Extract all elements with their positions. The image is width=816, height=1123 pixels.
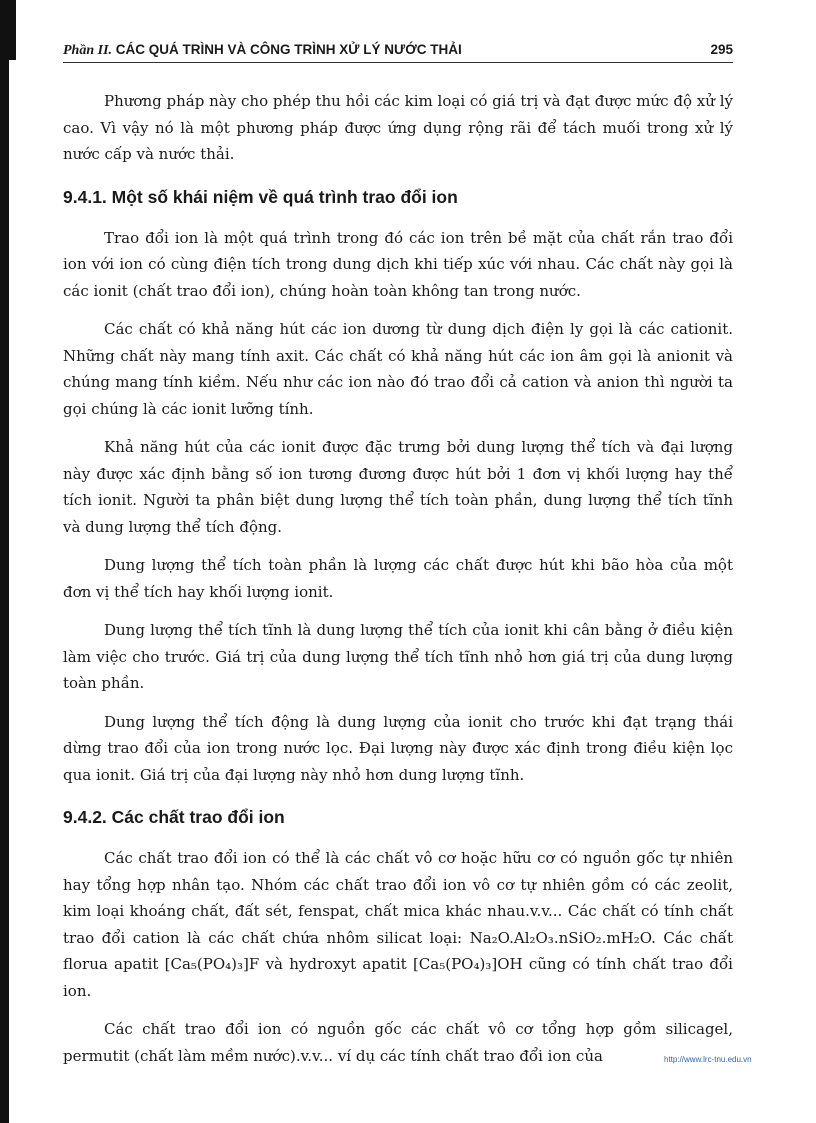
chemical-formula: [Ca₅(PO₄)₃]OH bbox=[412, 955, 523, 973]
paragraph: Dung lượng thể tích tĩnh là dung lượng thể tích của ionit khi cân bằng ở điều kiện làm việc cho trước. Giá trị của dung lượng thể tích tĩnh nhỏ hơn giá trị của dung lượng toàn phần. bbox=[63, 621, 733, 692]
section-heading-942: 9.4.2. Các chất trao đổi ion bbox=[63, 807, 285, 827]
page-body bbox=[63, 88, 733, 1081]
paragraph-with-formulas bbox=[63, 845, 733, 1004]
paragraph: Trao đổi ion là một quá trình trong đó các ion trên bề mặt của chất rắn trao đổi ion với ion có cùng điện tích trong dung dịch khi tiếp xúc với nhau. Các chất này gọi là các ionit (chất trao đổi ion), chúng hoàn toàn không tan trong nước. bbox=[63, 228, 733, 300]
part-label: Phần II. bbox=[63, 43, 113, 58]
page-number: 295 bbox=[710, 42, 733, 57]
chemical-formula: [Ca₅(PO₄)₃]F bbox=[164, 955, 260, 973]
header-left bbox=[63, 42, 462, 59]
binding-edge-top bbox=[0, 0, 16, 60]
section-heading-941: 9.4.1. Một số khái niệm về quá trình trao đổi ion bbox=[63, 186, 458, 207]
source-watermark: http://www.lrc-tnu.edu.vn bbox=[664, 1055, 752, 1064]
text-run: Các chất trao đổi ion có thể là các chất vô cơ hoặc hữu cơ có nguồn gốc tự nhiên hay tổng hợp nhân tạo. Nhóm các chất trao đổi ion vô cơ tự nhiên gồm có các zeolit, kim loại khoáng chất, đất sét, fenspat, chất mica khác nhau.v.v... Các chất có tính chất trao đổi cation là các chất chứa nhôm silicat loại: bbox=[63, 849, 733, 947]
paragraph: Dung lượng thể tích động là dung lượng của ionit cho trước khi đạt trạng thái dừng trao đổi của ion trong nước lọc. Đại lượng này được xác định trong điều kiện lọc qua ionit. Giá trị của đại lượng này nhỏ hơn dung lượng tĩnh. bbox=[63, 712, 733, 784]
text-run: và hydroxyt apatit bbox=[265, 955, 407, 973]
paragraph: Dung lượng thể tích toàn phần là lượng các chất được hút khi bão hòa của một đơn vị thể tích hay khối lượng ionit. bbox=[63, 556, 733, 601]
binding-edge bbox=[0, 0, 9, 1123]
chemical-formula: Na₂O.Al₂O₃.nSiO₂.mH₂O bbox=[469, 928, 652, 947]
running-header bbox=[63, 40, 733, 63]
text-run: cũng có tính chất trao đổi ion. bbox=[63, 955, 733, 1000]
paragraph: Các chất có khả năng hút các ion dương từ dung dịch điện ly gọi là các cationit. Những chất này mang tính axit. Các chất có khả năng hút các ion âm gọi là anionit và chúng mang tính kiềm. Nếu như các ion nào đó trao đổi cả cation và anion thì người ta gọi chúng là các ionit lưỡng tính. bbox=[63, 320, 733, 418]
paragraph: Các chất trao đổi ion có nguồn gốc các chất vô cơ tổng hợp gồm silicagel, permutit (chất làm mềm nước).v.v... ví dụ các tính chất trao đổi ion của bbox=[63, 1020, 733, 1065]
paragraph: Khả năng hút của các ionit được đặc trưng bởi dung lượng thể tích và đại lượng này được xác định bằng số ion tương đương được hút bởi 1 đơn vị khối lượng hay thể tích ionit. Người ta phân biệt dung lượng thể tích toàn phần, dung lượng thể tích tĩnh và dung lượng thể tích động. bbox=[63, 438, 733, 536]
chapter-title: CÁC QUÁ TRÌNH VÀ CÔNG TRÌNH XỬ LÝ NƯỚC THẢI bbox=[115, 42, 462, 57]
text-run: . Các chất florua apatit bbox=[63, 928, 733, 973]
intro-paragraph: Phương pháp này cho phép thu hồi các kim loại có giá trị và đạt được mức độ xử lý cao. Vì vậy nó là một phương pháp được ứng dụng rộng rãi để tách muối trong xử lý nước cấp và nước thải. bbox=[63, 92, 733, 163]
